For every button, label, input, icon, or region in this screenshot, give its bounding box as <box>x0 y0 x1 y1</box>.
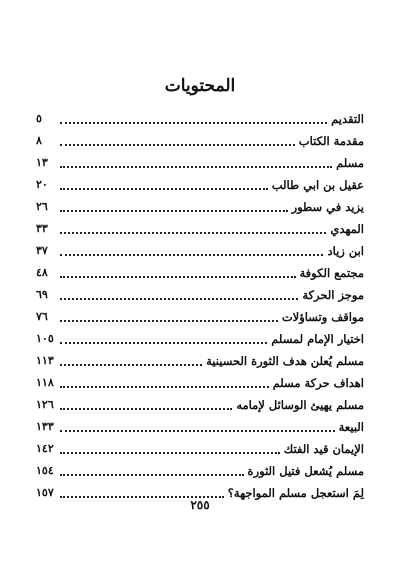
dot-leader <box>60 144 295 146</box>
toc-entry <box>36 460 364 482</box>
dot-leader <box>60 254 323 256</box>
toc-entry-title: مسلم يُعلن هدف الثورة الحسينية <box>206 354 364 368</box>
toc-entry-title: مسلم يهيئ الوسائل لإمامه <box>236 398 364 412</box>
toc-entry-page: ١٣٣ <box>36 420 54 433</box>
toc-entry <box>36 130 364 152</box>
dot-leader <box>60 188 268 190</box>
dot-leader <box>60 452 280 454</box>
dot-leader <box>60 408 232 410</box>
toc-entry <box>36 372 364 394</box>
toc-entry-title: المهدي <box>330 222 364 236</box>
toc-entry <box>36 262 364 284</box>
dot-leader <box>60 386 269 388</box>
toc-entry-page: ٥ <box>36 112 42 125</box>
toc-entry-title: يزيد في سطور <box>291 200 364 214</box>
dot-leader <box>60 320 278 322</box>
toc-entry <box>36 196 364 218</box>
toc-entry-page: ٧٦ <box>36 310 48 323</box>
toc-entry-page: ١٤٢ <box>36 442 54 455</box>
dot-leader <box>60 364 202 366</box>
toc-entry-page: ١٥٤ <box>36 464 54 477</box>
toc-entry-title: اختيار الإمام لمسلم <box>271 332 364 346</box>
toc-entry-title: مواقف وتساؤلات <box>281 310 364 324</box>
toc-entry-title: عقيل بن ابي طالب <box>271 178 364 192</box>
toc-entry-page: ١٣ <box>36 156 48 169</box>
toc-entry-page: ٣٧ <box>36 244 48 257</box>
toc-entry <box>36 240 364 262</box>
dot-leader <box>60 276 296 278</box>
toc-entry <box>36 218 364 240</box>
dot-leader <box>60 232 326 234</box>
toc-entry-page: ١١٣ <box>36 354 54 367</box>
table-of-contents <box>36 108 364 504</box>
toc-entry <box>36 350 364 372</box>
toc-entry-page: ١٢٦ <box>36 398 54 411</box>
toc-entry-title: البيعة <box>338 420 364 434</box>
toc-entry <box>36 284 364 306</box>
toc-entry-title: اهداف حركة مسلم <box>272 376 364 390</box>
toc-entry <box>36 416 364 438</box>
toc-entry <box>36 108 364 130</box>
toc-entry-page: ١٥٧ <box>36 486 54 499</box>
toc-entry-title: الإيمان قيد الفتك <box>283 442 364 456</box>
toc-entry-title: مقدمة الكتاب <box>298 134 364 148</box>
toc-entry-title: مسلم <box>336 156 364 170</box>
toc-entry-title: موجز الحركة <box>302 288 364 302</box>
toc-entry <box>36 394 364 416</box>
toc-entry <box>36 306 364 328</box>
toc-entry-title: مسلم يُشعل فتيل الثورة <box>247 464 364 478</box>
toc-entry-page: ٣٣ <box>36 222 48 235</box>
dot-leader <box>60 342 267 344</box>
toc-entry-title: لِمَ استعجل مسلم المواجهة؟ <box>227 486 364 500</box>
toc-entry-page: ٦٩ <box>36 288 48 301</box>
toc-entry-title: مجتمع الكوفة <box>299 266 364 280</box>
toc-entry-title: ابن زياد <box>327 244 364 258</box>
toc-entry-page: ٨ <box>36 134 42 147</box>
page-number: ٢٥٥ <box>190 498 210 512</box>
toc-entry <box>36 152 364 174</box>
toc-entry-page: ٤٨ <box>36 266 48 279</box>
dot-leader <box>60 298 298 300</box>
dot-leader <box>60 122 327 124</box>
dot-leader <box>60 430 335 432</box>
toc-entry-page: ١١٨ <box>36 376 54 389</box>
toc-entry <box>36 438 364 460</box>
toc-entry-page: ١٠٥ <box>36 332 54 345</box>
toc-entry-page: ٢٦ <box>36 200 48 213</box>
dot-leader <box>60 210 288 212</box>
toc-entry-page: ٢٠ <box>36 178 48 191</box>
toc-entry-title: التقديم <box>331 112 364 126</box>
toc-entry <box>36 174 364 196</box>
toc-entry <box>36 328 364 350</box>
page-title: المحتويات <box>164 76 236 96</box>
dot-leader <box>60 474 244 476</box>
dot-leader <box>60 166 332 168</box>
